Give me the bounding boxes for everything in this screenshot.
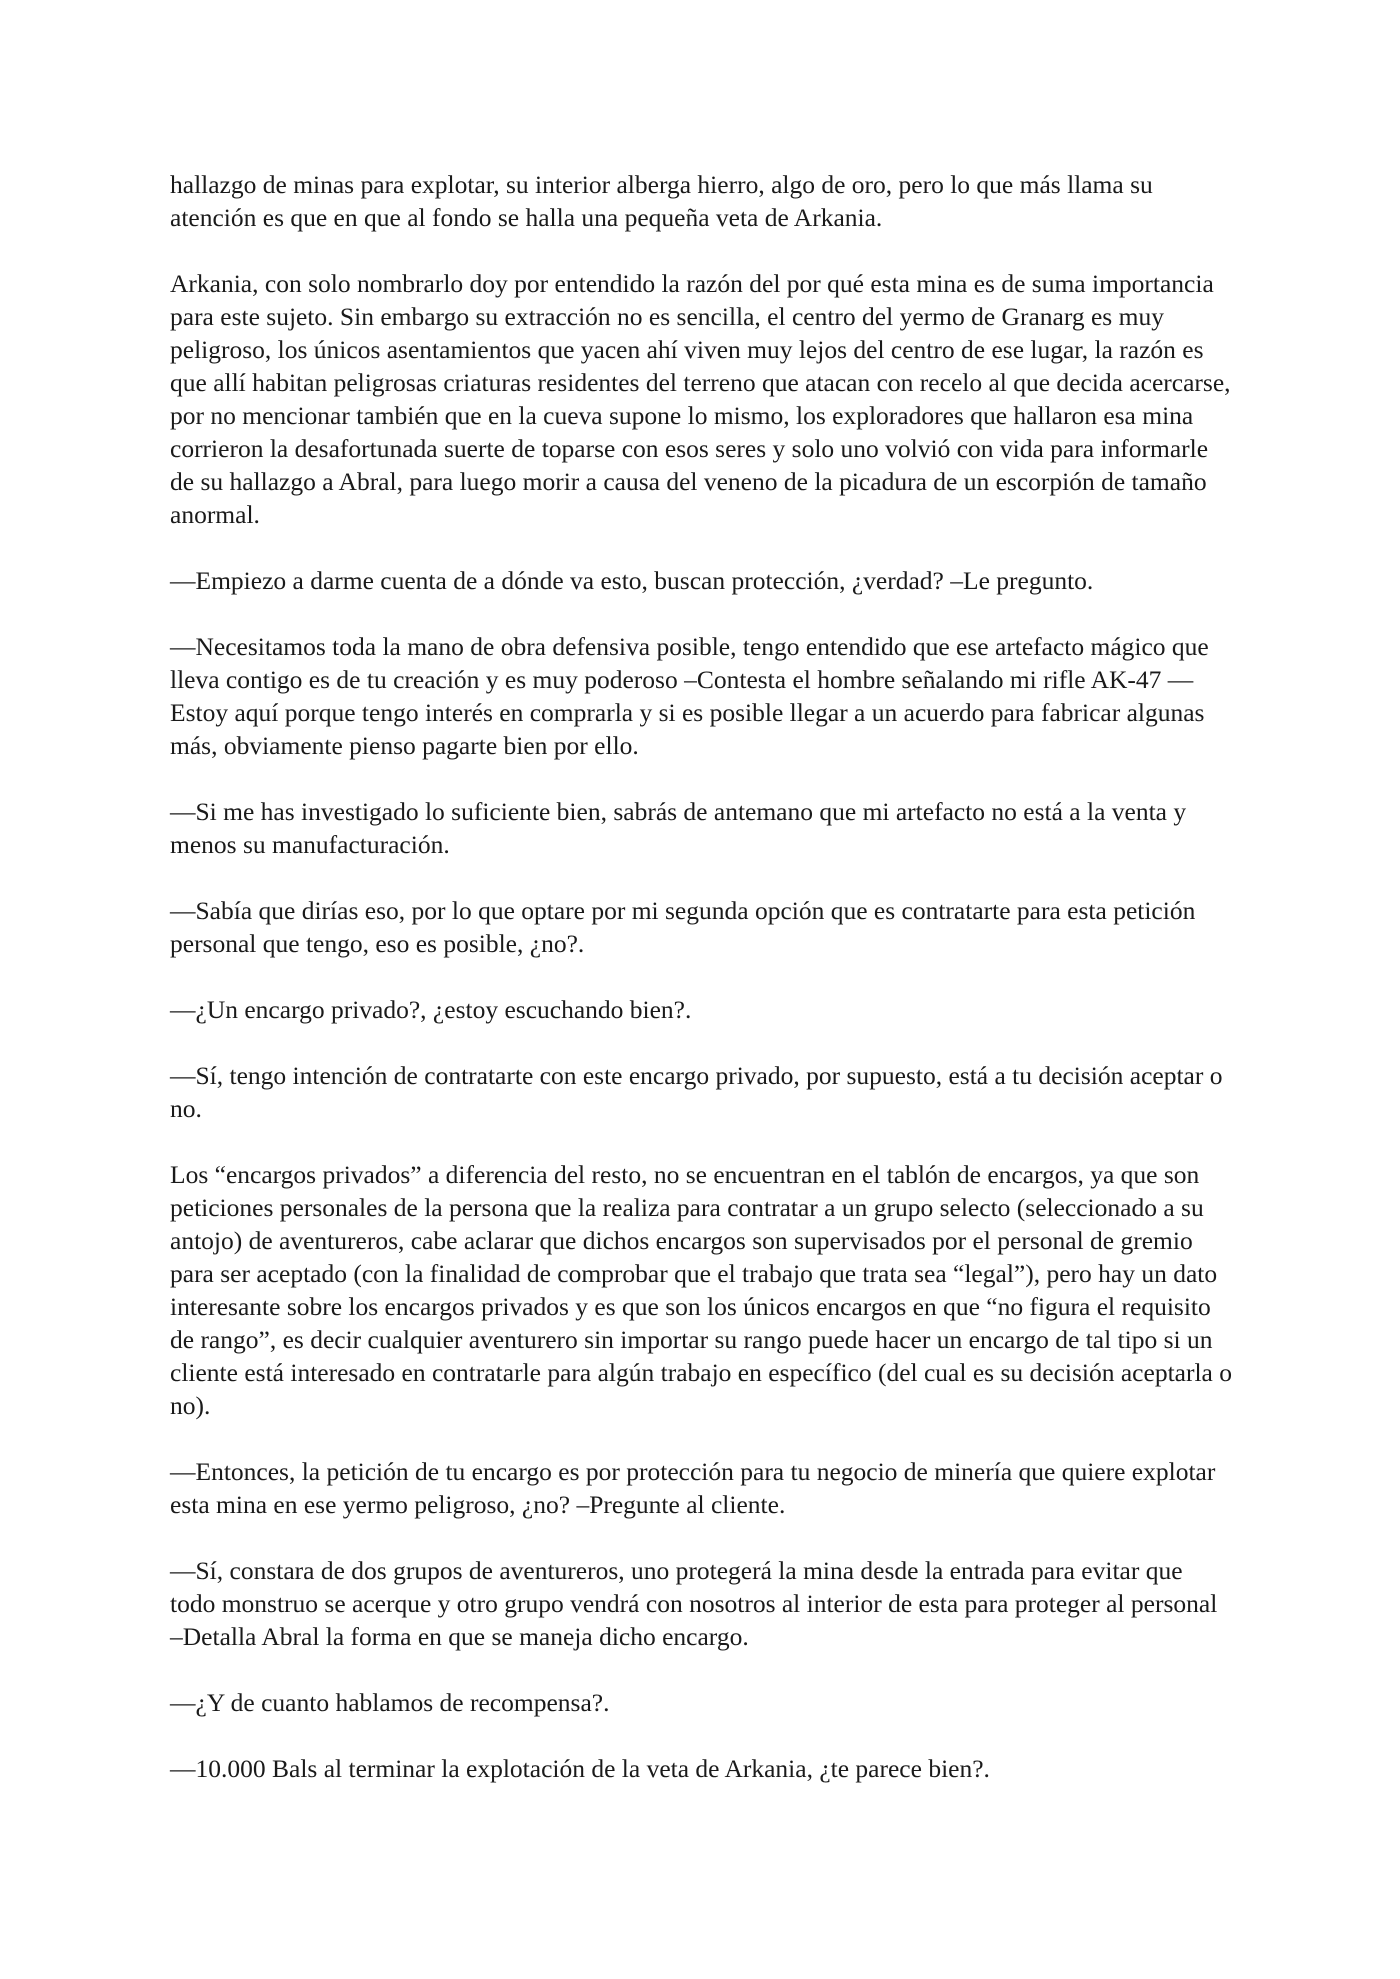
paragraph-3: —Empiezo a darme cuenta de a dónde va esto, buscan protección, ¿verdad? –Le pregunto. <box>170 566 1094 595</box>
paragraph-7: —¿Un encargo privado?, ¿estoy escuchando bien?. <box>170 995 692 1024</box>
paragraph-5: —Si me has investigado lo suficiente bien, sabrás de antemano que mi artefacto no está a la venta y menos su manufacturación. <box>170 797 1187 859</box>
paragraph-12: —¿Y de cuanto hablamos de recompensa?. <box>170 1688 610 1717</box>
paragraph-4: —Necesitamos toda la mano de obra defensiva posible, tengo entendido que ese artefacto mágico que lleva contigo es de tu creación y es muy poderoso –Contesta el hombre señalando mi rifle AK-47 —Estoy aquí porque tengo interés en comprarla y si es posible llegar a un acuerdo para fabricar algunas más, obviamente pienso pagarte bien por ello. <box>170 632 1209 760</box>
paragraph-9: Los “encargos privados” a diferencia del resto, no se encuentran en el tablón de encargos, ya que son peticiones personales de la persona que la realiza para contratar a un grupo selecto (seleccionado a su antojo) de aventureros, cabe aclarar que dichos encargos son supervisados por el personal de gremio para ser aceptado (con la finalidad de comprobar que el trabajo que trata sea “legal”), pero hay un dato interesante sobre los encargos privados y es que son los únicos encargos en que “no figura el requisito de rango”, es decir cualquier aventurero sin importar su rango puede hacer un encargo de tal tipo si un cliente está interesado en contratarle para algún trabajo en específico (del cual es su decisión aceptarla o no). <box>170 1160 1232 1420</box>
paragraph-2: Arkania, con solo nombrarlo doy por entendido la razón del por qué esta mina es de suma importancia para este sujeto. Sin embargo su extracción no es sencilla, el centro del yermo de Granarg es muy peligroso, los únicos asentamientos que yacen ahí viven muy lejos del centro de ese lugar, la razón es que allí habitan peligrosas criaturas residentes del terreno que atacan con recelo al que decida acercarse, por no mencionar también que en la cueva supone lo mismo, los exploradores que hallaron esa mina corrieron la desafortunada suerte de toparse con esos seres y solo uno volvió con vida para informarle de su hallazgo a Abral, para luego morir a causa del veneno de la picadura de un escorpión de tamaño anormal. <box>170 269 1231 529</box>
paragraph-8: —Sí, tengo intención de contratarte con este encargo privado, por supuesto, está a tu decisión aceptar o no. <box>170 1061 1223 1123</box>
paragraph-10: —Entonces, la petición de tu encargo es por protección para tu negocio de minería que quiere explotar esta mina en ese yermo peligroso, ¿no? –Pregunte al cliente. <box>170 1457 1216 1519</box>
paragraph-6: —Sabía que dirías eso, por lo que optare por mi segunda opción que es contratarte para esta petición personal que tengo, eso es posible, ¿no?. <box>170 896 1196 958</box>
paragraph-13: —10.000 Bals al terminar la explotación de la veta de Arkania, ¿te parece bien?. <box>170 1754 990 1783</box>
paragraph-11: —Sí, constara de dos grupos de aventureros, uno protegerá la mina desde la entrada para evitar que todo monstruo se acerque y otro grupo vendrá con nosotros al interior de esta para proteger al personal –Detalla Abral la forma en que se maneja dicho encargo. <box>170 1556 1218 1651</box>
paragraph-1: hallazgo de minas para explotar, su interior alberga hierro, algo de oro, pero lo que más llama su atención es que en que al fondo se halla una pequeña veta de Arkania. <box>170 170 1153 232</box>
document-body <box>170 168 1232 1785</box>
